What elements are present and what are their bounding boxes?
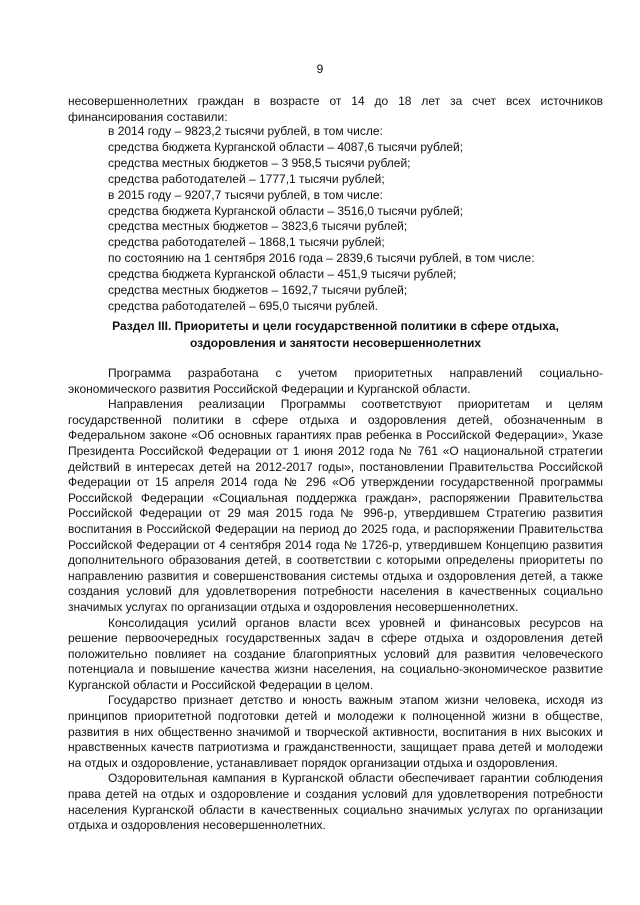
paragraph: Направления реализации Программы соответствуют приоритетам и целям государственной политики в сфере отдыха и оздоровления детей, обозначенным в Федеральном законе «Об основных гарантиях прав ребенка в Российской Федерации», Указе Президента Российской Федерации от 1 июня 2012 года № 761 «О национальной стратегии действий в интересах детей на 2012-2017 годы», постановлении Правительства Российской Федерации от 15 апреля 2014 года № 296 «Об утверждении государственной программы Российской Федерации «Социальная поддержка граждан», распоряжении Правительства Российской Федерации от 29 мая 2015 года № 996-р, утвердившем Стратегию развития воспитания в Российской Федерации на период до 2025 года, и распоряжении Правительства Российской Федерации от 4 сентября 2014 года № 1726-р, утвердившем Концепцию развития дополнительного образования детей, в соответствии с которыми определены приоритеты по направлению развития и совершенствования системы отдыха и оздоровления детей, а также создания условий для удовлетворения потребности населения в качественных социально значимых услугах по организации отдыха и оздоровления несовершеннолетних. <box>68 397 603 614</box>
financing-line: средства бюджета Курганской области – 451,9 тысячи рублей; <box>108 267 457 282</box>
financing-line: средства бюджета Курганской области – 4087,6 тысячи рублей; <box>108 139 464 154</box>
financing-line: средства местных бюджетов – 3 958,5 тысячи рублей; <box>108 155 411 170</box>
financing-line: по состоянию на 1 сентября 2016 года – 2839,6 тысячи рублей, в том числе: <box>108 251 535 266</box>
section-body <box>68 366 603 834</box>
intro-text: несовершеннолетних граждан в возрасте от 14 до 18 лет за счет всех источников финансирования составили: <box>68 94 603 124</box>
financing-line: средства бюджета Курганской области – 3516,0 тысячи рублей; <box>108 203 464 218</box>
financing-line: средства работодателей – 1868,1 тысячи рублей; <box>108 235 385 250</box>
financing-line: средства местных бюджетов – 3823,6 тысячи рублей; <box>108 219 408 234</box>
financing-line: средства работодателей – 1777,1 тысячи рублей; <box>108 171 385 186</box>
paragraph: Оздоровительная кампания в Курганской области обеспечивает гарантии соблюдения права детей на отдых и оздоровление и создания условий для удовлетворения потребности населения Курганской области в качественных социально значимых услугах по организации отдыха и оздоровления несовершеннолетних. <box>68 771 603 833</box>
section-title-line: оздоровления и занятости несовершеннолетних <box>189 336 481 350</box>
page-number: 9 <box>316 62 324 76</box>
financing-line: в 2014 году – 9823,2 тысячи рублей, в том числе: <box>108 124 383 138</box>
financing-line: средства работодателей – 695,0 тысячи рублей. <box>108 298 378 313</box>
section-title-line: Раздел III. Приоритеты и цели государственной политики в сфере отдыха, <box>112 319 559 333</box>
paragraph: Программа разработана с учетом приоритетных направлений социально-экономического развития Российской Федерации и Курганской области. <box>68 366 603 396</box>
paragraph: Консолидация усилий органов власти всех уровней и финансовых ресурсов на решение первоочередных государственных задач в сфере отдыха и оздоровления детей положительно повлияет на создание благоприятных условий для развития человеческого потенциала и повышение качества жизни населения, на социально-экономическое развитие Курганской области и Российской Федерации в целом. <box>68 615 603 692</box>
paragraph: Государство признает детство и юность важным этапом жизни человека, исходя из принципов приоритетной подготовки детей и молодежи к полноценной жизни в обществе, развития в них общественно значимой и творческой активности, воспитания в них высоких и нравственных качеств патриотизма и гражданственности, защищает права детей и молодежи на отдых и оздоровление, устанавливает порядок организации отдыха и оздоровления. <box>68 693 603 770</box>
financing-list <box>108 124 603 315</box>
financing-line: в 2015 году – 9207,7 тысячи рублей, в том числе: <box>108 187 383 202</box>
section-title <box>68 318 603 352</box>
financing-line: средства местных бюджетов – 1692,7 тысячи рублей; <box>108 283 408 298</box>
